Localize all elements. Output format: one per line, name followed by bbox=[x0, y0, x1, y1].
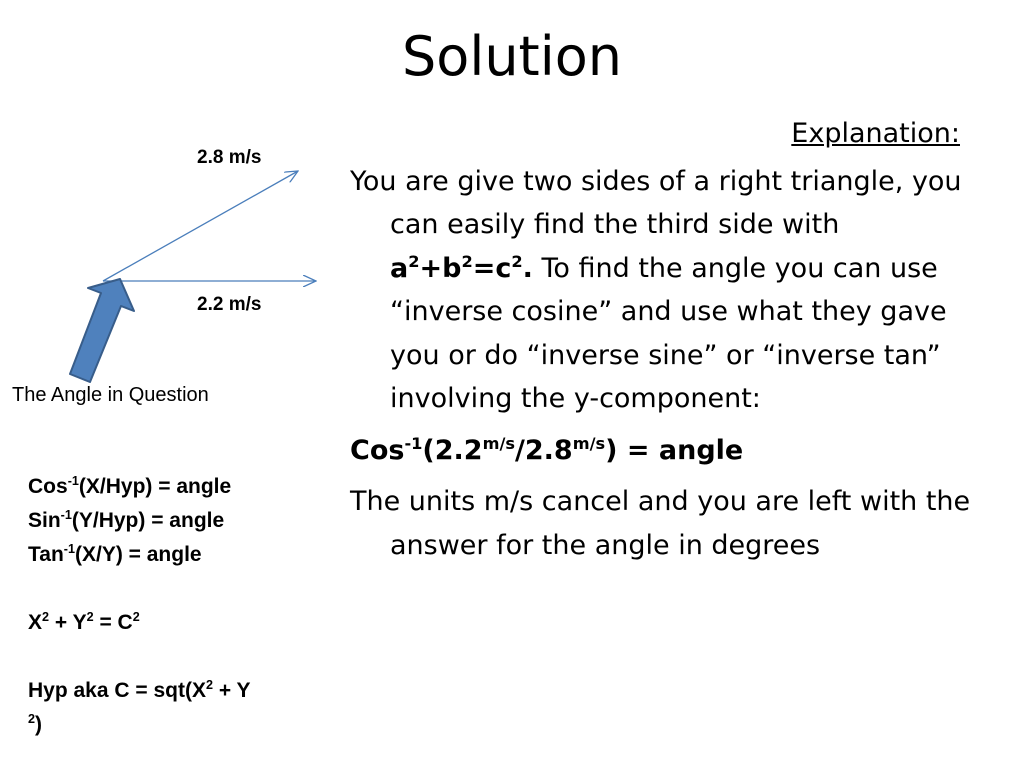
explanation-heading: Explanation: bbox=[791, 118, 960, 149]
formula-list bbox=[28, 470, 328, 742]
slide-title: Solution bbox=[402, 25, 622, 88]
x-component-label: 2.2 m/s bbox=[197, 294, 262, 315]
explanation-panel bbox=[350, 112, 990, 575]
pythagorean-formula: $X^2 + Y^2 = C^2$ bbox=[28, 610, 140, 634]
hypotenuse-label: 2.8 m/s bbox=[197, 147, 262, 168]
inverse-tangent-formula: Tan$^{-1}$(X/Y) = angle bbox=[28, 542, 202, 566]
angle-label: The Angle in Question bbox=[12, 384, 209, 406]
angle-equation: $Cos^{-1}(2.2^{m/s}/2.8^{m/s})$ = angle bbox=[350, 433, 744, 466]
pythagorean-inline: $a^2+b^2=c^2$. bbox=[390, 251, 533, 284]
hypotenuse-formula: Hyp aka $C = sqt(X^2 + Y$ bbox=[28, 678, 251, 702]
hypotenuse-formula-cont: $^2$) bbox=[28, 712, 43, 736]
hypotenuse-vector bbox=[103, 171, 298, 281]
inverse-cosine-formula: Cos$^{-1}$(X/Hyp) = angle bbox=[28, 474, 232, 498]
explanation-paragraph: You are give two sides of a right triangle, you can easily find the third side with $a^2+b^2=c^2$. To find the angle you can use “inverse cosine” and use what they gave you or do “inverse sine” or “inverse tan” involving the y-component: bbox=[350, 165, 962, 414]
units-paragraph: The units m/s cancel and you are left with the answer for the angle in degrees bbox=[350, 486, 971, 561]
vector-diagram bbox=[0, 140, 340, 390]
inverse-sine-formula: Sin$^{-1}$(Y/Hyp) = angle bbox=[28, 508, 225, 532]
angle-pointer-arrow bbox=[70, 279, 134, 382]
